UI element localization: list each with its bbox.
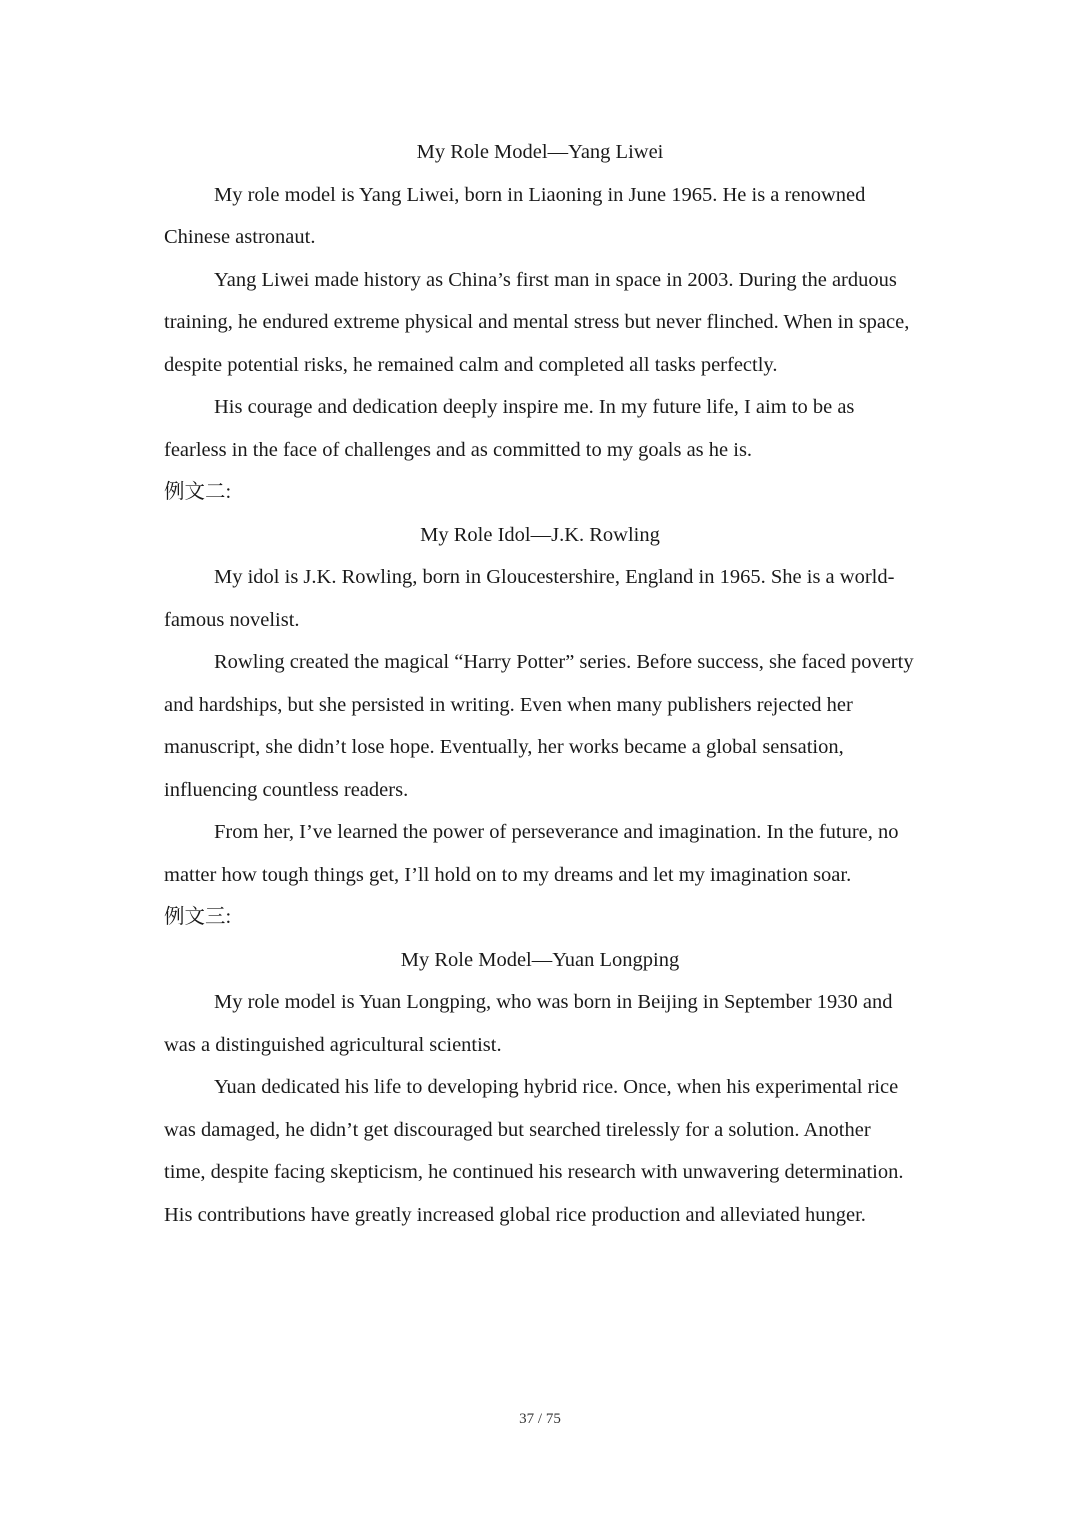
essay-3-label: 例文三: — [164, 906, 232, 928]
essay-2-paragraph-2: Rowling created the magical “Harry Potter” series. Before success, she faced poverty and hardships, but she persisted in writing. Even when many publishers rejected her manuscript, she didn’t lose hope. Eventually, her works became a global sensation, influencing countless readers. — [164, 651, 914, 801]
essay-3-title: My Role Model—Yuan Longping — [400, 948, 680, 971]
essay-2-label: 例文二: — [164, 481, 232, 503]
page-number: 37 / 75 — [519, 1411, 561, 1427]
document-body — [164, 131, 916, 1236]
essay-3-paragraph-1: My role model is Yuan Longping, who was born in Beijing in September 1930 and was a distinguished agricultural scientist. — [164, 991, 893, 1056]
essay-2-paragraph-1: My idol is J.K. Rowling, born in Gloucestershire, England in 1965. She is a world-famous novelist. — [164, 566, 895, 631]
essay-1-paragraph-2: Yang Liwei made history as China’s first man in space in 2003. During the arduous training, he endured extreme physical and mental stress but never flinched. When in space, despite potential risks, he remained calm and completed all tasks perfectly. — [164, 268, 910, 376]
essay-3-paragraph-2: Yuan dedicated his life to developing hybrid rice. Once, when his experimental rice was damaged, he didn’t get discouraged but searched tirelessly for a solution. Another time, despite facing skepticism, he continued his research with unwavering determination. His contributions have greatly increased global rice production and alleviated hunger. — [164, 1076, 904, 1226]
essay-1-paragraph-1: My role model is Yang Liwei, born in Liaoning in June 1965. He is a renowned Chinese astronaut. — [164, 183, 866, 248]
essay-1-title: My Role Model—Yang Liwei — [416, 141, 664, 163]
essay-2-title: My Role Idol—J.K. Rowling — [420, 523, 660, 546]
essay-2-paragraph-3: From her, I’ve learned the power of perseverance and imagination. In the future, no matter how tough things get, I’ll hold on to my dreams and let my imagination soar. — [164, 821, 899, 886]
essay-1-paragraph-3: His courage and dedication deeply inspire me. In my future life, I aim to be as fearless in the face of challenges and as committed to my goals as he is. — [164, 396, 855, 461]
